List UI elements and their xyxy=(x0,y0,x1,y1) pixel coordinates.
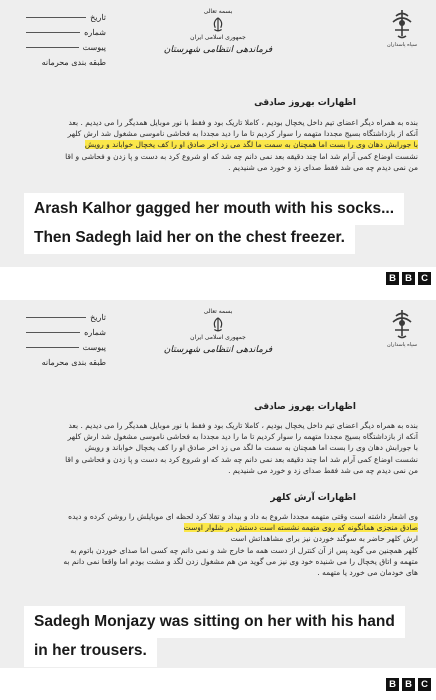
caption-line: Arash Kalhor gagged her mouth with his socks... xyxy=(24,193,404,225)
caption-line: Sadegh Monjazy was sitting on her with his hand xyxy=(24,606,405,638)
iran-emblem-icon xyxy=(209,316,227,334)
statement-text xyxy=(22,511,418,578)
highlighted-text: صادق منجزی همانگونه که روی متهمه نشسته است دستش در شلوار اوست xyxy=(183,523,418,533)
republic-text: جمهوری اسلامی ایران xyxy=(190,334,246,341)
statement-heading: اظهارات بهروز صادقی xyxy=(254,98,356,108)
letterhead-center xyxy=(150,308,286,356)
statement-heading: اظهارات بهروز صادقی xyxy=(254,402,356,412)
bismillah-text: بسمه تعالی xyxy=(203,308,233,315)
iran-emblem-icon xyxy=(209,16,227,34)
statement-line: وی اشعار داشته است وقتی متهمه مجددا شروع به داد و بیداد و تقلا کرد لحظه ای موبایلش را روشن کرده و دیده xyxy=(68,512,418,521)
attachment-label: پیوست xyxy=(82,343,106,352)
letterhead xyxy=(0,8,436,80)
number-label: شماره xyxy=(84,328,106,337)
document-panel-1 xyxy=(0,0,436,267)
bbc-logo-letter: B xyxy=(386,678,399,691)
statement-line: های خودمان می خورد یا متهمه . xyxy=(317,568,418,578)
classification-label: طبقه بندی محرمانه xyxy=(41,58,106,67)
attachment-label: پیوست xyxy=(82,43,106,52)
statement-line: با جورابش دهان وی را بست اما همچنان به سمت ما لگد می زد اخر صادق او را کف یخچال خواباند و رویش xyxy=(84,443,418,453)
letterhead-seal xyxy=(382,308,422,349)
statement-text xyxy=(22,420,418,476)
statement-line: آنکه از بازداشتگاه بسیج مجددا متهمه را سوار کردیم تا ما را دید مجددا به فحاشی ناموسی مشغول شد ارش کلهر xyxy=(67,129,418,139)
date-label: تاریخ xyxy=(90,313,106,322)
bbc-logo xyxy=(386,678,431,691)
statement-line: آنکه از بازداشتگاه بسیج مجددا متهمه را سوار کردیم تا ما را دید مجددا به فحاشی ناموسی مشغول شد ارش کلهر xyxy=(67,432,418,442)
statement-line: ارش کلهر حاضر به سوگند خوردن نیز برای مشاهداتش است xyxy=(230,534,418,544)
office-script-text: فرماندهی انتظامی شهرستان xyxy=(163,45,273,55)
caption-line: Then Sadegh laid her on the chest freezer. xyxy=(24,222,355,254)
date-label: تاریخ xyxy=(90,13,106,22)
bbc-logo-letter: C xyxy=(418,272,431,285)
bbc-logo-letter: B xyxy=(402,678,415,691)
statement-heading: اظهارات آرش کلهر xyxy=(270,493,356,503)
statement-line: نشست اوضاع کمی آرام شد اما چند دقیقه بعد نمی دانم چه شد که او شروع کرد به دست و پا زدن و فحاشی و اقا xyxy=(65,151,418,161)
document-page xyxy=(0,300,436,668)
seal-caption: سپاه پاسداران xyxy=(386,342,418,348)
statement-line: من نمی دیدم چه می شد فقط صدای زد و خورد می شنیدیم . xyxy=(228,465,418,475)
classification-label: طبقه بندی محرمانه xyxy=(41,358,106,367)
bbc-logo-letter: B xyxy=(402,272,415,285)
number-label: شماره xyxy=(84,28,106,37)
letterhead-center xyxy=(150,8,286,56)
statement-line: من نمی دیدم چه می شد فقط صدای زد و خورد می شنیدیم . xyxy=(228,162,418,172)
statement-line: بنده به همراه دیگر اعضای تیم داخل یخچال بودیم ، کاملا تاریک بود و فقط با نور موبایل همدیگر را می دیدیم . بعد xyxy=(68,421,418,430)
irgc-seal-icon xyxy=(387,8,417,42)
irgc-seal-icon xyxy=(387,308,417,342)
letterhead xyxy=(0,308,436,380)
statement-line: بنده به همراه دیگر اعضای تیم داخل یخچال بودیم ، کاملا تاریک بود و فقط با نور موبایل همدیگر را می دیدیم . بعد xyxy=(68,118,418,127)
office-script-text: فرماندهی انتظامی شهرستان xyxy=(163,345,273,355)
statement-line xyxy=(22,139,418,150)
caption-line: in her trousers. xyxy=(24,635,157,667)
bbc-logo-letter: B xyxy=(386,272,399,285)
seal-caption: سپاه پاسداران xyxy=(386,42,418,48)
bbc-logo-letter: C xyxy=(418,678,431,691)
letterhead-fields xyxy=(26,310,106,370)
letterhead-seal xyxy=(382,8,422,49)
statement-line: کلهر همچنین می گوید پس از آن کنترل از دست همه ما خارج شد و نمی دانم چه کسی اما صدای خوردن باتوم به xyxy=(70,545,418,555)
statement-line: متهمه و اتاق یخچال را می شنیده خود وی نیز می گوید من هم مشغول زدن لگد و مشت بودم اما واقعا نمی دانم به xyxy=(63,556,418,566)
letterhead-fields xyxy=(26,10,106,70)
bismillah-text: بسمه تعالی xyxy=(203,8,233,15)
republic-text: جمهوری اسلامی ایران xyxy=(190,34,246,41)
document-page xyxy=(0,0,436,267)
statement-text xyxy=(22,117,418,173)
highlighted-text: با جورابش دهان وی را بست اما همچنان به سمت ما لگد می زد اخر صادق او را کف یخچال خواباند و رویش xyxy=(84,140,418,150)
statement-line: نشست اوضاع کمی آرام شد اما چند دقیقه بعد نمی دانم چه شد که او شروع کرد به دست و پا زدن و فحاشی و اقا xyxy=(65,454,418,464)
document-panel-2 xyxy=(0,300,436,668)
statement-line xyxy=(22,522,418,533)
bbc-logo xyxy=(386,272,431,285)
